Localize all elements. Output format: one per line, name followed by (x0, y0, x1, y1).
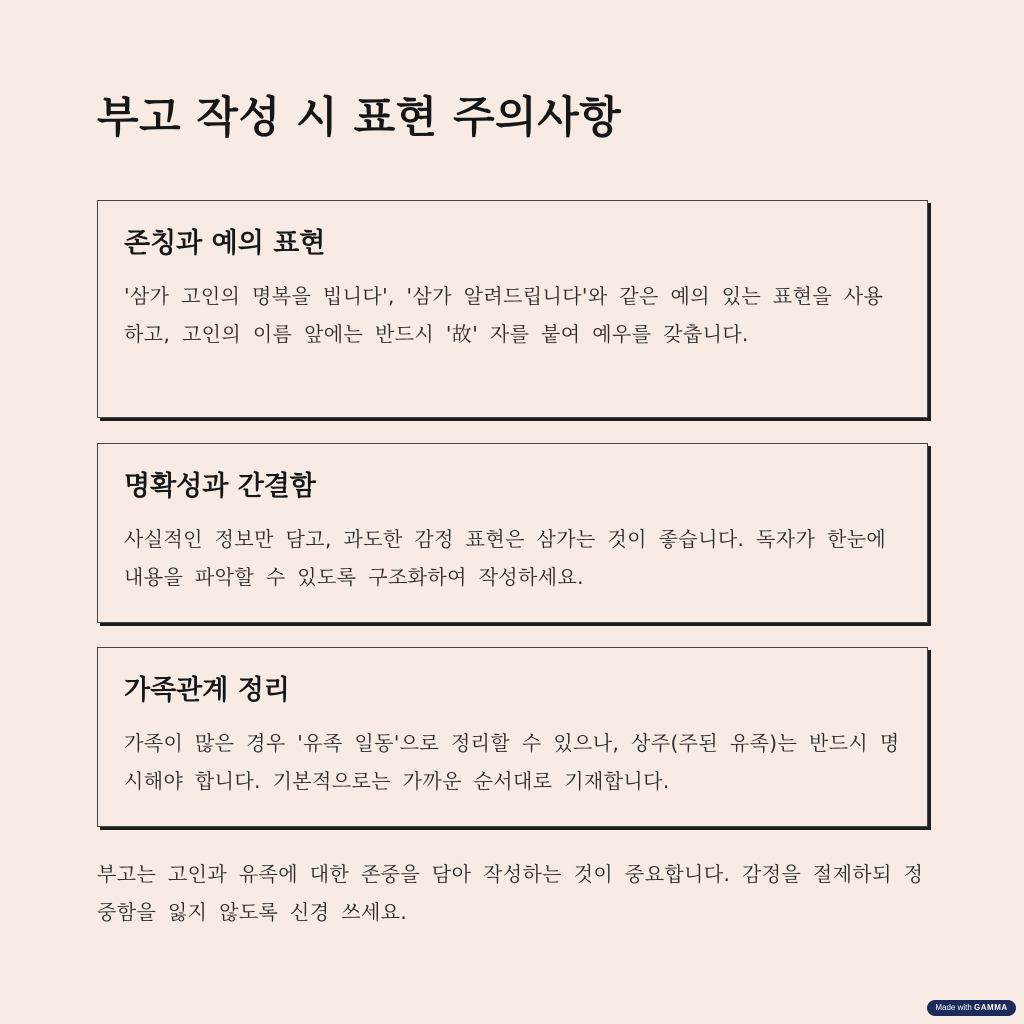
gamma-logo: GAMMA (974, 1003, 1008, 1012)
conclusion-text: 부고는 고인과 유족에 대한 존중을 담아 작성하는 것이 중요합니다. 감정을 절제하되 정중함을 잃지 않도록 신경 쓰세요. (97, 862, 924, 924)
card-heading: 명확성과 간결함 (124, 471, 316, 502)
card-honorific-expressions (97, 200, 928, 418)
page-title: 부고 작성 시 표현 주의사항 (97, 93, 622, 143)
card-clarity-brevity (97, 443, 928, 623)
card-body: '삼가 고인의 명복을 빕니다', '삼가 알려드립니다'와 같은 예의 있는 표현을 사용하고, 고인의 이름 앞에는 반드시 '故' 자를 붙여 예우를 갖춥니다. (124, 284, 884, 346)
made-with-gamma-badge[interactable] (927, 1000, 1016, 1016)
card-body: 사실적인 정보만 담고, 과도한 감정 표현은 삼가는 것이 좋습니다. 독자가 한눈에 내용을 파악할 수 있도록 구조화하여 작성하세요. (124, 527, 887, 589)
card-heading: 존칭과 예의 표현 (124, 228, 326, 259)
card-body: 가족이 많은 경우 '유족 일동'으로 정리할 수 있으나, 상주(주된 유족)는 반드시 명시해야 합니다. 기본적으로는 가까운 순서대로 기재합니다. (124, 731, 900, 793)
card-family-relations (97, 647, 928, 827)
badge-prefix: Made with (935, 1003, 972, 1012)
card-heading: 가족관계 정리 (124, 675, 290, 706)
